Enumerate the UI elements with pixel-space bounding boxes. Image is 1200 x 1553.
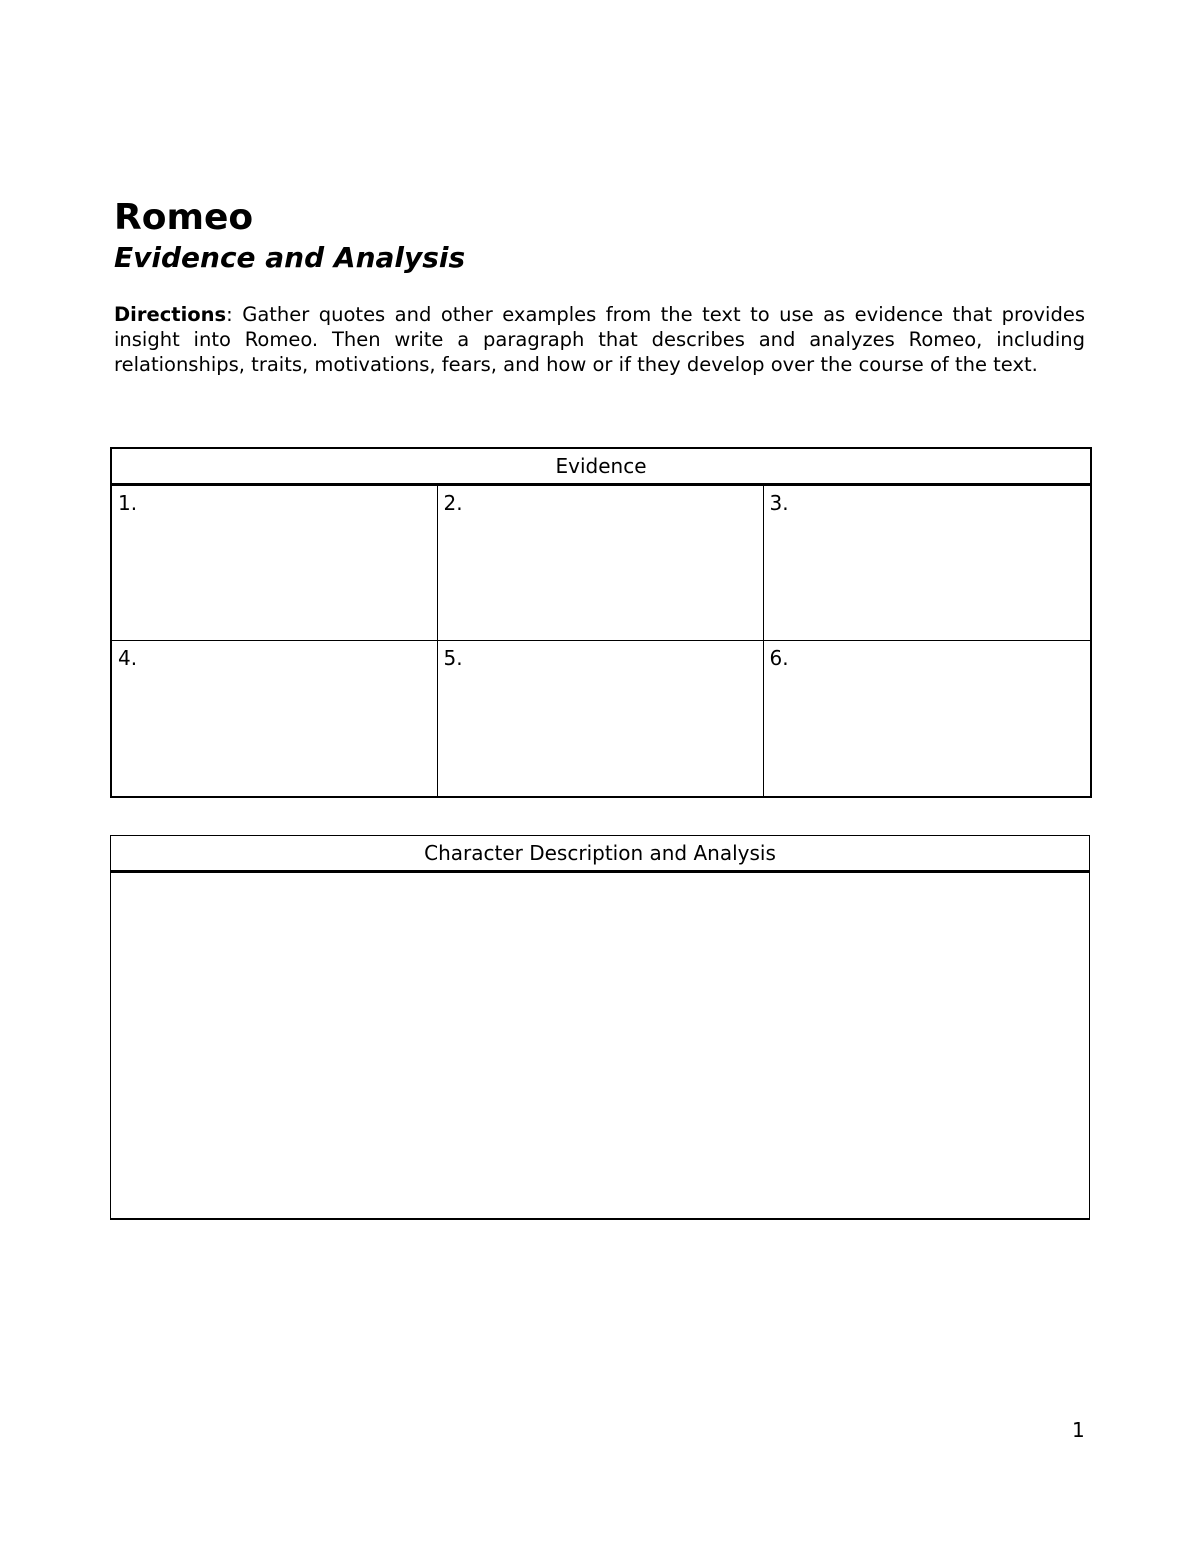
directions-paragraph: [114, 302, 1085, 377]
analysis-heading: Character Description and Analysis: [111, 836, 1090, 872]
analysis-writing-area[interactable]: [111, 872, 1090, 1220]
evidence-row: [111, 485, 1091, 641]
evidence-cell-4[interactable]: 4.: [111, 641, 437, 798]
page-title: Romeo: [114, 197, 254, 238]
page-number: 1: [1072, 1418, 1085, 1442]
evidence-cell-5[interactable]: 5.: [437, 641, 763, 798]
analysis-table: [110, 835, 1090, 1220]
evidence-heading: Evidence: [111, 448, 1091, 485]
evidence-table: [110, 447, 1092, 798]
evidence-cell-3[interactable]: 3.: [763, 485, 1091, 641]
evidence-cell-1[interactable]: 1.: [111, 485, 437, 641]
evidence-row: [111, 641, 1091, 798]
page-subtitle: Evidence and Analysis: [114, 241, 466, 274]
directions-label: Directions: [114, 303, 227, 326]
evidence-cell-6[interactable]: 6.: [763, 641, 1091, 798]
evidence-cell-2[interactable]: 2.: [437, 485, 763, 641]
directions-text: : Gather quotes and other examples from the text to use as evidence that provides insight into Romeo. Then write a paragraph that describes and analyzes Romeo, including relationships, traits, motivations, fears, and how or if they develop over the course of the text.: [114, 303, 1085, 376]
